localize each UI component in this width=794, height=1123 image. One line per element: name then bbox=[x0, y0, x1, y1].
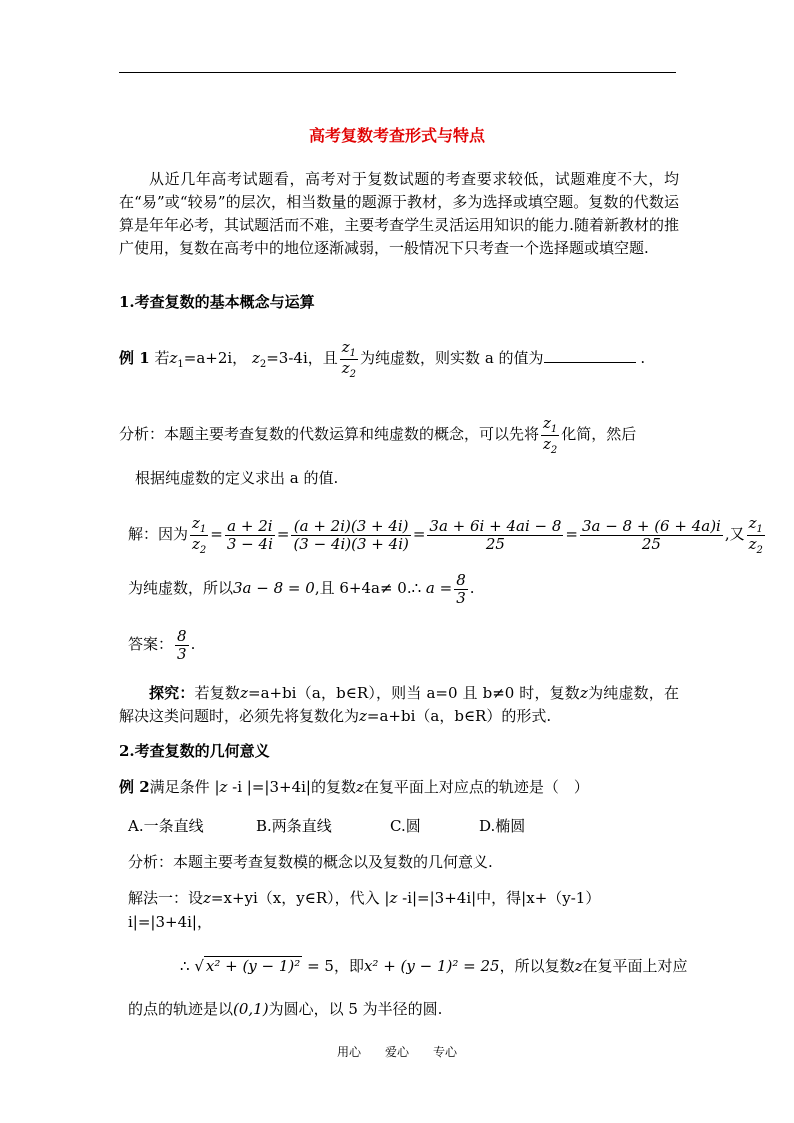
f5-num: 3a − 8 + (6 + 4a)i bbox=[581, 517, 721, 535]
answer-blank bbox=[544, 348, 636, 363]
solution-1-line-1: 解：因为 $\frac{z_1}{z_2}$ = $\frac{a + 2i}{3 - 4i}$ = $\frac{(a + 2i)(3 + 4i)}{(3 - 4i)(3 + 4i)}$ = $\frac{3a + 6i + 4ai - 8}{25}$ = $\frac{3a - 8 + (6 + 4a)i}{25}$ ,又 $\frac{z_1}{z_2}$ bbox=[128, 513, 763, 556]
example-1: 例 1 若$z_1=a+2i$， $z_2=3-4i$，且 $\frac{z_1}{z_2}$ 为纯虚数，则实数 a 的值为 . bbox=[119, 337, 646, 380]
example-2-text-2: -i |=|3+4i|的复数 bbox=[227, 778, 356, 796]
answer-end: . bbox=[190, 635, 196, 653]
eq25-text: x² + (y − 1)² = 25 bbox=[363, 957, 500, 975]
result-den: 3 bbox=[456, 588, 466, 607]
solution-line2-eq: 3a − 8 = 0 bbox=[233, 579, 315, 597]
solution-2-line-3: ∴ √ x² + (y − 1)² = 5，即x² + (y − 1)² = 25，所以复数z在复平面上对应 bbox=[180, 957, 688, 975]
example-1-label: 例 1 bbox=[119, 349, 150, 367]
f3-num: (a + 2i)(3 + 4i) bbox=[291, 518, 410, 536]
solution-line2-a: 为纯虚数，所以 bbox=[128, 579, 234, 597]
explore-text-4: =a+bi（a，b∈R）的形式. bbox=[366, 707, 552, 725]
sol-fraction-5 bbox=[580, 518, 723, 552]
sol2-tail: ，所以复数 bbox=[499, 957, 575, 975]
example-2-text-3: 在复平面上对应点的轨迹是（ ） bbox=[363, 778, 589, 796]
explore-text-2: =a+bi（a，b∈R），则当 a=0 且 b≠0 时，复数 bbox=[248, 684, 580, 702]
solution-1-line-2: 为纯虚数，所以3a − 8 = 0,且 6+4a≠ 0.∴ a = $\frac{8}{3}$ . bbox=[128, 571, 475, 607]
section-2-heading: 2.考查复数的几何意义 bbox=[119, 742, 270, 760]
sqrt-body: x² + (y − 1)² bbox=[205, 957, 301, 975]
sol-fraction-2 bbox=[225, 518, 275, 552]
explore-text-1: 若复数 bbox=[194, 684, 241, 702]
f5-den: 25 bbox=[641, 534, 661, 553]
sol2-tail2: 在复平面上对应 bbox=[582, 957, 688, 975]
circle-center: (0,1) bbox=[233, 1000, 269, 1018]
result-num: 8 bbox=[456, 571, 466, 589]
solution-line2-c: ,且 6+4a≠ 0.∴ bbox=[314, 579, 422, 597]
z1-value: =a+2i， bbox=[183, 349, 248, 367]
option-a: A.一条直线 bbox=[128, 817, 204, 835]
example-2-text-1: 满足条件 | bbox=[149, 778, 220, 796]
sol2-line4-a: 的点的轨迹是以 bbox=[128, 1000, 234, 1018]
intro-paragraph: 从近几年高考试题看，高考对于复数试题的考查要求较低，试题难度不大，均在“易”或“较易”的层次，相当数量的题源于教材，多为选择或填空题。复数的代数运算是年年必考，其试题活而不难，主要考查学生灵活运用知识的能力.随着新教材的推广使用，复数在高考中的地位逐渐减弱，一般情况下只考查一个选择题或填空题. bbox=[119, 170, 679, 257]
answer-den: 3 bbox=[177, 644, 187, 663]
f4-den: 25 bbox=[485, 534, 505, 553]
explore-paragraph: 探究：若复数z=a+bi（a，b∈R），则当 a=0 且 b≠0 时，复数z为纯虚数，在解决这类问题时，必须先将复数化为z=a+bi（a，b∈R）的形式. bbox=[119, 684, 679, 725]
f2-den: 3 − 4i bbox=[226, 534, 273, 553]
f2-num: a + 2i bbox=[225, 518, 275, 536]
example-2: 例 2满足条件 |z -i |=|3+4i|的复数z在复平面上对应点的轨迹是（ ） bbox=[119, 778, 589, 796]
f3-den: (3 − 4i)(3 + 4i) bbox=[293, 534, 409, 553]
z2-symbol: z bbox=[251, 349, 260, 367]
header-rule bbox=[119, 72, 676, 73]
option-d: D.椭圆 bbox=[479, 817, 526, 835]
eq5-text: = 5，即 bbox=[302, 957, 364, 975]
result-fraction bbox=[454, 572, 468, 606]
example-1-question: 为纯虚数，则实数 a 的值为 bbox=[360, 349, 544, 367]
sol-fraction-3 bbox=[291, 518, 410, 552]
sol2-line1-b: =x+yi（x，y∈R），代入 | bbox=[210, 889, 390, 907]
solution-1-label: 解：因为 bbox=[128, 525, 189, 543]
analysis-1-text-a: 分析：本题主要考查复数的代数运算和纯虚数的概念，可以先将 bbox=[119, 425, 540, 443]
sol2-line1-a: 解法一：设 bbox=[128, 889, 204, 907]
page-title: 高考复数考查形式与特点 bbox=[308, 126, 485, 145]
answer-1 bbox=[128, 624, 195, 664]
option-c: C.圆 bbox=[390, 817, 421, 835]
a-equals: a = bbox=[425, 579, 453, 597]
solution-2-line-1: 解法一：设z=x+yi（x，y∈R），代入 |z -i|=|3+4i|中，得|x+（y-1） bbox=[128, 889, 601, 907]
therefore-symbol: ∴ bbox=[180, 957, 190, 975]
sol-fraction-z-again: $\frac{z_1}{z_2}$ bbox=[748, 513, 763, 556]
example-1-end: . bbox=[640, 349, 646, 367]
explore-label: 探究： bbox=[149, 684, 195, 702]
example-1-text: 若 bbox=[154, 349, 170, 367]
f4-num: 3a + 6i + 4ai − 8 bbox=[429, 517, 562, 535]
z2-value: =3-4i，且 bbox=[266, 349, 338, 367]
sol2-line1-c: -i|=|3+4i|中，得|x+（y-1） bbox=[397, 889, 601, 907]
example-2-label: 例 2 bbox=[119, 778, 150, 796]
analysis-fraction: $\frac{z_1}{z_2}$ bbox=[543, 413, 558, 456]
z1-symbol: z bbox=[169, 349, 178, 367]
page-footer: 用心 爱心 专心 bbox=[336, 1045, 457, 1059]
analysis-1-text-b: 化简，然后 bbox=[561, 425, 637, 443]
analysis-1-line-2: 根据纯虚数的定义求出 a 的值. bbox=[135, 469, 339, 487]
again-text: ,又 bbox=[724, 525, 745, 543]
answer-fraction bbox=[175, 628, 189, 662]
option-b: B.两条直线 bbox=[256, 817, 332, 835]
answer-label: 答案： bbox=[128, 635, 174, 653]
z1-over-z2-fraction: $\frac{z_1}{z_2}$ bbox=[341, 337, 357, 380]
sol-fraction-4 bbox=[427, 518, 563, 552]
solution-2-line-2: i|=|3+4i|， bbox=[128, 913, 212, 931]
section-1-heading: 1.考查复数的基本概念与运算 bbox=[119, 293, 315, 311]
analysis-2: 分析：本题主要考查复数模的概念以及复数的几何意义. bbox=[128, 853, 493, 871]
sol-fraction-z: $\frac{z_1}{z_2}$ bbox=[192, 513, 207, 556]
sol2-line4-b: 为圆心，以 5 为半径的圆. bbox=[268, 1000, 443, 1018]
solution-2-line-4 bbox=[128, 998, 442, 1019]
explore-text-3: 为纯虚数，在解决这类问题时，必须先将复数化为 bbox=[119, 684, 679, 725]
answer-num: 8 bbox=[177, 627, 187, 645]
analysis-1 bbox=[119, 414, 636, 456]
